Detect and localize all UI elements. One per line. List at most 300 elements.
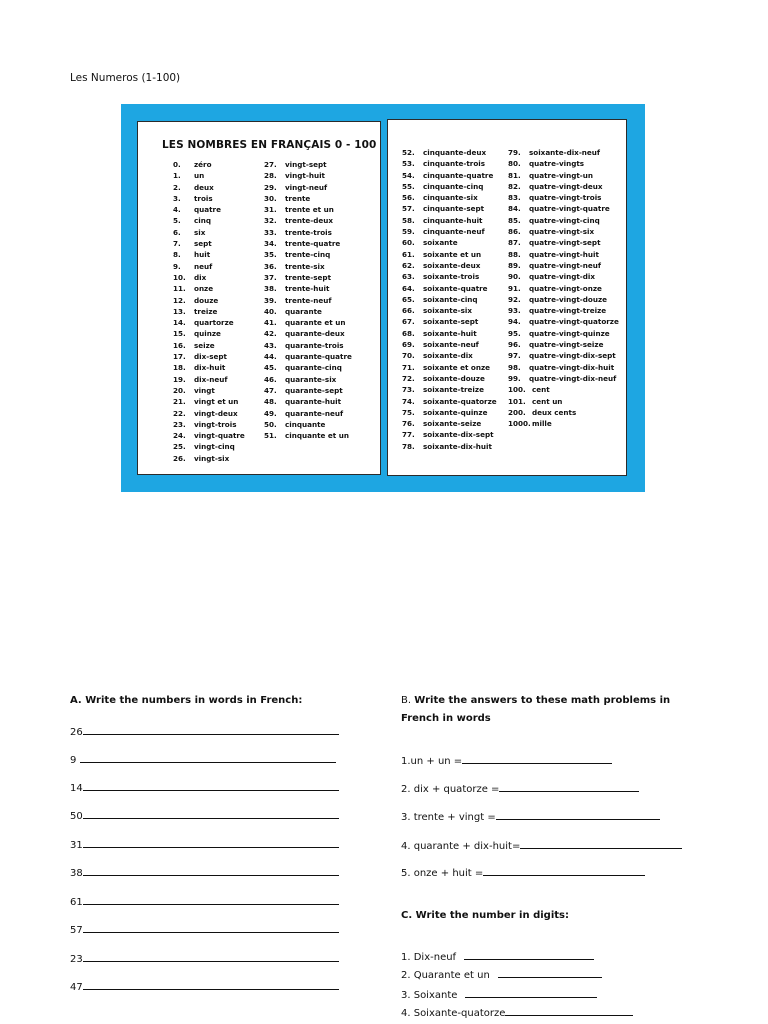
section-a-item [70,951,339,965]
section-c-item [401,1005,633,1019]
number-row [264,408,352,419]
section-a-item [70,808,339,822]
number-digit: 82. [508,181,521,191]
number-digit: 79. [508,148,521,157]
section-a-number: 14 [70,783,83,794]
number-word: trente-trois [285,227,332,237]
answer-blank[interactable] [462,753,612,764]
number-digit: 92. [508,294,521,304]
number-digit: 75. [402,407,415,417]
number-digit: 64. [402,283,415,293]
number-word: vingt [194,385,215,395]
number-word: quarante-trois [285,340,344,350]
number-word: soixante-quatre [423,283,488,293]
number-digit: 53. [402,159,415,169]
number-row [173,419,245,430]
number-word: dix-sept [194,352,227,362]
math-problem: 3. trente + vingt = [401,812,496,823]
answer-blank[interactable] [83,922,339,933]
number-digit: 68. [402,328,415,338]
number-row [173,441,245,452]
section-a-number: 38 [70,868,83,879]
document-title: Les Numeros (1-100) [70,72,181,84]
number-row [508,373,619,384]
number-digit: 40. [264,306,277,316]
answer-blank[interactable] [83,979,339,990]
number-word: trente-six [285,261,325,271]
number-digit: 31. [264,205,277,215]
number-row [402,170,497,181]
section-a-item [70,837,339,851]
number-row [508,339,619,350]
number-row [508,418,619,429]
number-word: soixante [423,238,458,248]
number-digit: 0. [173,160,181,169]
section-b-item [401,753,612,767]
math-problem: 4. quarante + dix-huit= [401,841,521,852]
number-digit: 13. [173,306,186,316]
number-row [264,159,352,170]
number-word: dix-neuf [194,374,228,384]
number-digit: 61. [402,249,415,259]
number-row [264,215,352,226]
number-word: quartorze [194,318,234,328]
number-word: cent [532,385,550,395]
number-digit: 28. [264,171,277,181]
number-digit: 37. [264,272,277,282]
number-word: quarante-six [285,374,337,384]
number-digit: 36. [264,261,277,271]
number-row [402,305,497,316]
number-digit: 39. [264,295,277,305]
section-b-item [401,838,682,852]
number-digit: 25. [173,442,186,452]
number-digit: 87. [508,238,521,248]
number-digit: 85. [508,215,521,225]
number-word: soixante et onze [423,362,491,372]
answer-blank[interactable] [464,949,594,960]
number-digit: 86. [508,227,521,237]
number-word: trente et un [285,205,334,215]
number-row [402,362,497,373]
number-digit: 49. [264,408,277,418]
number-word: soixante-cinq [423,294,478,304]
answer-blank[interactable] [83,780,339,791]
number-word: quatre [194,205,221,215]
number-digit: 56. [402,193,415,203]
number-row [173,306,245,317]
number-word: quatre-vingt-trois [529,193,602,203]
section-b-item [401,781,639,795]
number-digit: 67. [402,317,415,327]
number-word: cinq [194,216,211,226]
number-word: cinquante et un [285,431,349,441]
number-digit: 95. [508,328,521,338]
number-digit: 63. [402,272,415,282]
number-row [508,283,619,294]
answer-blank[interactable] [483,865,645,876]
number-digit: 3. [173,193,181,203]
number-digit: 2. [173,182,181,192]
number-row [402,339,497,350]
section-a-item [70,894,339,908]
number-digit: 21. [173,397,186,407]
section-a-number: 26 [70,727,83,738]
number-word: vingt-neuf [285,182,328,192]
answer-blank[interactable] [83,865,339,876]
number-digit: 26. [173,453,186,463]
number-word: vingt-six [194,453,230,463]
answer-blank[interactable] [520,838,682,849]
number-digit: 101. [508,396,526,406]
number-digit: 34. [264,239,277,249]
number-digit: 74. [402,396,415,406]
number-word: quarante-deux [285,329,345,339]
number-word: quatre-vingt-dix [529,272,596,282]
section-b-item [401,809,660,823]
number-column-3 [402,147,497,452]
number-word: huit [194,250,211,260]
number-word: vingt-quatre [194,431,245,441]
answer-blank[interactable] [498,967,602,978]
number-row [402,249,497,260]
number-word: six [194,227,206,237]
number-row [508,362,619,373]
number-word: cinquante-neuf [423,227,485,237]
number-word: zéro [194,160,212,169]
number-word: cinquante-deux [423,148,487,157]
number-word: quatre-vingt-cinq [529,215,600,225]
number-digit: 83. [508,193,521,203]
number-word: soixante-dix-huit [423,441,492,451]
number-row [508,192,619,203]
math-problem: 1.un + un = [401,756,463,767]
number-digit: 1. [173,171,181,181]
number-digit: 65. [402,294,415,304]
number-row [173,193,245,204]
number-row [508,203,619,214]
number-word: cinquante-six [423,193,478,203]
number-digit: 8. [173,250,181,260]
number-word: un [194,171,205,181]
number-digit: 200. [508,407,526,417]
number-row [173,249,245,260]
number-digit: 54. [402,170,415,180]
number-word: soixante-six [423,306,472,316]
number-row [264,351,352,362]
number-word: quatre-vingt-onze [529,283,602,293]
number-word: soixante-quinze [423,407,488,417]
number-word: trente-quatre [285,239,341,249]
number-word: soixante-sept [423,317,479,327]
number-row [173,351,245,362]
number-row [508,215,619,226]
number-column-4 [508,147,619,429]
number-word: cinquante [285,419,326,429]
number-row [402,158,497,169]
number-row [402,283,497,294]
number-row [173,227,245,238]
number-row [264,295,352,306]
number-digit: 7. [173,239,181,249]
number-word: vingt-deux [194,408,238,418]
section-a-number: 23 [70,954,83,965]
math-problem: 2. dix + quatorze = [401,784,500,795]
number-row [264,385,352,396]
number-row [508,384,619,395]
number-digit: 27. [264,160,277,169]
section-b-title [401,692,701,728]
answer-blank[interactable] [83,724,339,735]
number-row [508,396,619,407]
number-row [173,261,245,272]
number-digit: 46. [264,374,277,384]
number-digit: 35. [264,250,277,260]
number-word: quatre-vingt-dix-sept [529,351,616,361]
number-word: quatre-vingt-seize [529,340,604,350]
number-word: quarante-neuf [285,408,344,418]
number-column-2 [264,159,352,441]
number-digit: 57. [402,204,415,214]
number-digit: 78. [402,441,415,451]
number-digit: 23. [173,419,186,429]
answer-blank[interactable] [83,951,339,962]
number-word: cinquante-sept [423,204,485,214]
answer-blank[interactable] [83,837,339,848]
number-digit: 90. [508,272,521,282]
number-digit: 43. [264,340,277,350]
number-row [264,170,352,181]
number-row [264,249,352,260]
number-digit: 62. [402,260,415,270]
number-digit: 47. [264,385,277,395]
number-word: vingt-sept [285,160,327,169]
answer-blank[interactable] [80,752,336,763]
answer-blank[interactable] [83,808,339,819]
number-digit: 38. [264,284,277,294]
section-c-item [401,967,602,981]
number-digit: 72. [402,373,415,383]
answer-blank[interactable] [83,894,339,905]
number-row [402,192,497,203]
number-row [264,374,352,385]
number-word: vingt-cinq [194,442,235,452]
number-word: trente-sept [285,272,331,282]
number-row [173,283,245,294]
poster-title: LES NOMBRES EN FRANÇAIS 0 - 100 [162,139,377,151]
number-word: vingt-huit [285,171,325,181]
number-digit: 9. [173,261,181,271]
number-in-words: 4. Soixante-quatorze [401,1008,506,1019]
number-word: soixante-huit [423,328,477,338]
number-word: trente-cinq [285,250,331,260]
number-row [402,316,497,327]
number-digit: 29. [264,182,277,192]
number-word: soixante-dix-sept [423,430,494,440]
section-b-item [401,865,645,879]
number-word: quatre-vingt-deux [529,181,603,191]
number-row [173,170,245,181]
number-digit: 24. [173,431,186,441]
number-word: cinquante-cinq [423,181,484,191]
number-digit: 93. [508,306,521,316]
number-row [264,317,352,328]
number-row [264,272,352,283]
number-word: vingt-trois [194,419,237,429]
number-digit: 11. [173,284,186,294]
number-word: seize [194,340,215,350]
number-row [173,362,245,373]
section-b-prefix: B. [401,695,412,706]
number-row [508,328,619,339]
number-row [402,226,497,237]
number-word: quatre-vingt-huit [529,249,599,259]
answer-blank[interactable] [465,987,597,998]
number-row [173,182,245,193]
number-row [508,181,619,192]
number-row [264,306,352,317]
number-word: dix-huit [194,363,226,373]
number-word: cinquante-quatre [423,170,494,180]
number-digit: 99. [508,373,521,383]
number-word: soixante-treize [423,385,484,395]
number-word: quatre-vingts [529,159,585,169]
section-b-heading: Write the answers to these math problems in French in words [401,695,671,724]
number-in-words: 3. Soixante [401,990,458,1001]
number-digit: 73. [402,385,415,395]
number-word: cent un [532,396,563,406]
number-digit: 89. [508,260,521,270]
number-digit: 88. [508,249,521,259]
number-digit: 42. [264,329,277,339]
number-row [173,295,245,306]
number-digit: 12. [173,295,186,305]
number-word: trente-deux [285,216,334,226]
number-row [508,260,619,271]
number-row [173,272,245,283]
number-digit: 97. [508,351,521,361]
number-word: deux [194,182,214,192]
number-word: soixante-deux [423,260,481,270]
number-digit: 70. [402,351,415,361]
number-word: soixante-quatorze [423,396,497,406]
number-digit: 51. [264,431,277,441]
number-word: neuf [194,261,213,271]
number-word: soixante-neuf [423,340,479,350]
number-row [402,328,497,339]
number-word: dix [194,272,207,282]
number-digit: 94. [508,317,521,327]
number-word: trois [194,193,213,203]
number-digit: 60. [402,238,415,248]
number-digit: 76. [402,419,415,429]
number-digit: 16. [173,340,186,350]
number-row [173,408,245,419]
number-row [264,362,352,373]
number-word: quatre-vingt-dix-neuf [529,373,617,383]
number-row [264,430,352,441]
number-row [264,419,352,430]
number-digit: 17. [173,352,186,362]
number-word: onze [194,284,214,294]
number-word: mille [532,419,552,429]
answer-blank[interactable] [505,1005,633,1016]
section-a-item [70,752,336,766]
number-row [173,238,245,249]
number-digit: 69. [402,340,415,350]
number-row [264,396,352,407]
answer-blank[interactable] [499,781,639,792]
number-word: quatre-vingt-neuf [529,260,602,270]
number-digit: 84. [508,204,521,214]
number-word: soixante et un [423,249,482,259]
number-row [173,385,245,396]
numbers-poster [121,104,645,492]
number-row [508,237,619,248]
number-word: quatre-vingt-sept [529,238,601,248]
number-row [402,384,497,395]
number-row [264,182,352,193]
number-digit: 55. [402,181,415,191]
number-row [508,158,619,169]
number-row [508,271,619,282]
number-digit: 22. [173,408,186,418]
number-digit: 32. [264,216,277,226]
number-row [402,237,497,248]
number-row [264,193,352,204]
number-row [173,317,245,328]
number-row [173,374,245,385]
number-digit: 71. [402,362,415,372]
section-a-item [70,865,339,879]
number-in-words: 2. Quarante et un [401,970,490,981]
section-a-item [70,780,339,794]
number-row [264,283,352,294]
number-word: soixante-seize [423,419,482,429]
number-row [402,429,497,440]
number-word: trente [285,193,311,203]
number-word: quatre-vingt-treize [529,306,607,316]
number-row [508,316,619,327]
number-word: soixante-dix-neuf [529,148,601,157]
number-digit: 1000. [508,419,531,429]
section-a-number: 47 [70,982,83,993]
number-word: treize [194,306,218,316]
answer-blank[interactable] [496,809,660,820]
number-word: trente-neuf [285,295,332,305]
number-word: quatre-vingt-quatre [529,204,610,214]
number-digit: 80. [508,159,521,169]
number-word: quarante [285,306,322,316]
number-row [173,396,245,407]
number-digit: 48. [264,397,277,407]
number-in-words: 1. Dix-neuf [401,952,457,963]
number-row [508,147,619,158]
number-word: quarante-sept [285,385,343,395]
number-row [402,418,497,429]
number-word: sept [194,239,212,249]
number-row [508,249,619,260]
math-problem: 5. onze + huit = [401,868,484,879]
number-word: vingt et un [194,397,239,407]
number-digit: 4. [173,205,181,215]
number-digit: 66. [402,306,415,316]
number-digit: 100. [508,385,526,395]
number-row [402,203,497,214]
number-row [402,407,497,418]
number-word: douze [194,295,219,305]
number-row [402,294,497,305]
